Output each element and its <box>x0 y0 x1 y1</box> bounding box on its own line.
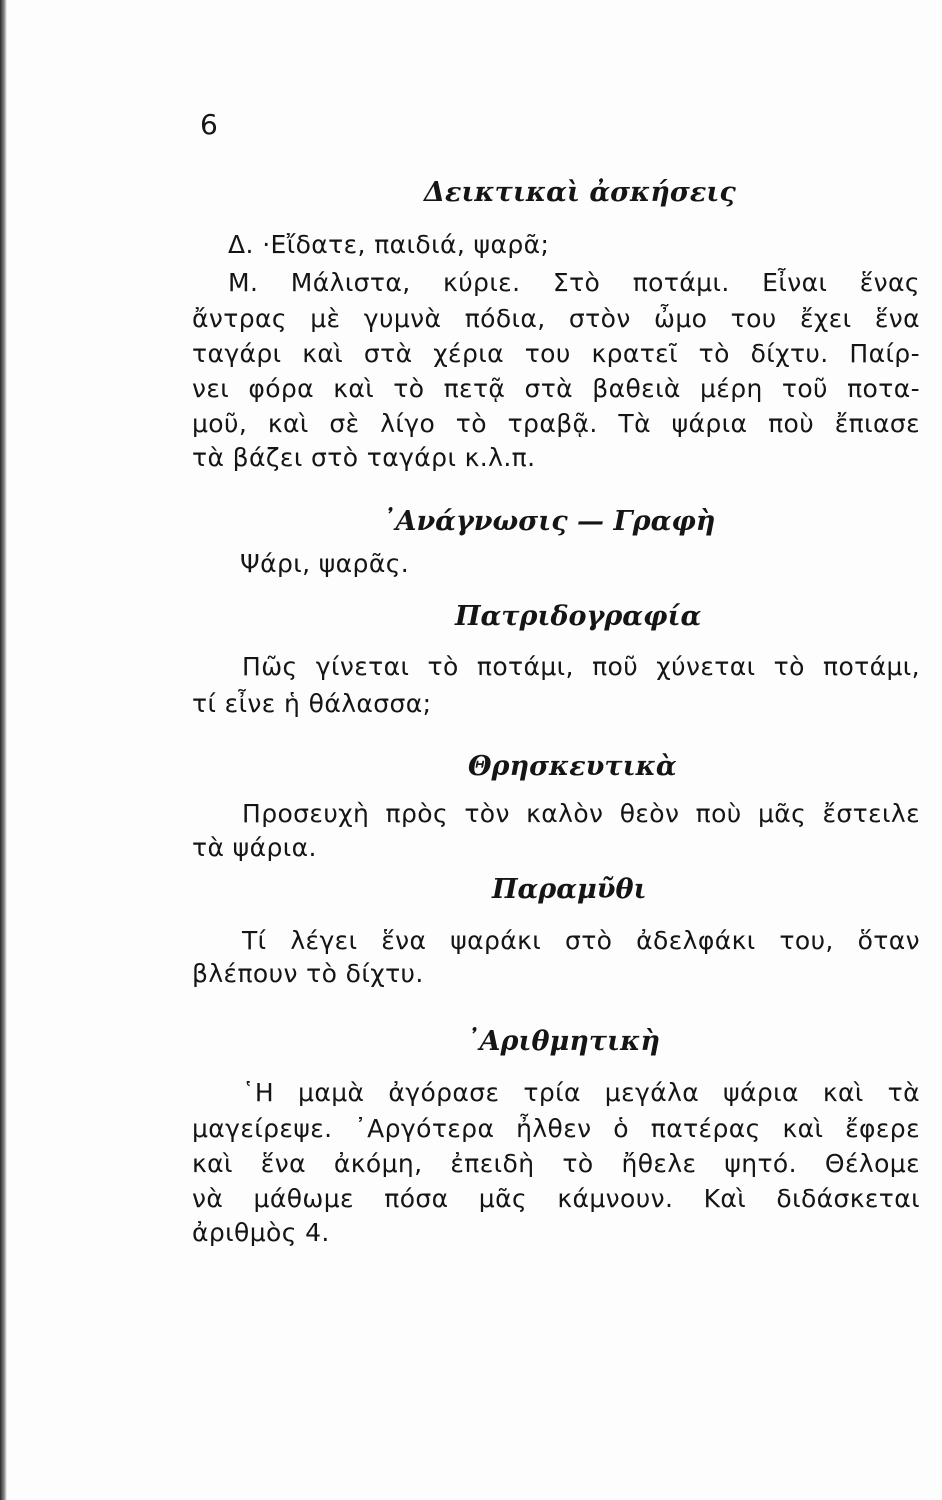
text-line: Τί λέγει ἕνα ψαράκι στὸ ἀδελφάκι του, ὅταν <box>242 926 920 955</box>
text-line: τί εἶνε ἡ θάλασσα; <box>192 689 432 718</box>
text-line: καὶ ἕνα ἀκόμη, ἐπειδὴ τὸ ἤθελε ψητό. Θέλομε <box>192 1149 920 1178</box>
text-line: Ψάρι, ψαρᾶς. <box>240 549 410 578</box>
text-line: Μ. Μάλιστα, κύριε. Στὸ ποτάμι. Εἶναι ἕνας <box>228 268 920 297</box>
text-line: τὰ ψάρια. <box>192 833 317 862</box>
text-line: ἀριθμὸς 4. <box>192 1218 330 1247</box>
text-line: Προσευχὴ πρὸς τὸν καλὸν θεὸν ποὺ μᾶς ἔστειλε <box>242 799 920 828</box>
page-number: 6 <box>200 108 218 141</box>
heading-thriskeftika: Θρησκευτικὰ <box>468 751 677 782</box>
page-edge-shadow <box>0 0 7 1500</box>
heading-paramythi: Παραμῦθι <box>492 874 647 905</box>
heading-deiktikai: Δεικτικαὶ ἀσκήσεις <box>424 177 736 208</box>
text-line: Δ. ·Εἴδατε, παιδιά, ψαρᾶ; <box>228 230 550 259</box>
heading-anagnosis: ᾿Ανάγνωσις — Γραφὴ <box>382 506 716 537</box>
text-line: μαγείρεψε. ᾿Αργότερα ἦλθεν ὁ πατέρας καὶ ἔφερε <box>192 1114 920 1143</box>
text-line: μοῦ, καὶ σὲ λίγο τὸ τραβᾷ. Τὰ ψάρια ποὺ ἔπιασε <box>192 409 920 438</box>
text-line: Πῶς γίνεται τὸ ποτάμι, ποῦ χύνεται τὸ ποτάμι, <box>242 652 920 681</box>
text-line: ῾Η μαμὰ ἀγόρασε τρία μεγάλα ψάρια καὶ τὰ <box>242 1078 920 1107</box>
text-line: νὰ μάθωμε πόσα μᾶς κάμνουν. Καὶ διδάσκεται <box>192 1184 920 1213</box>
text-line: ἄντρας μὲ γυμνὰ πόδια, στὸν ὦμο του ἔχει ἕνα <box>192 304 920 333</box>
text-line: βλέπουν τὸ δίχτυ. <box>192 959 424 988</box>
heading-patridografia: Πατριδογραφία <box>455 601 702 632</box>
text-line: τὰ βάζει στὸ ταγάρι κ.λ.π. <box>192 443 536 472</box>
heading-arithmitiki: ᾿Αριθμητικὴ <box>466 1026 660 1057</box>
text-line: ταγάρι καὶ στὰ χέρια του κρατεῖ τὸ δίχτυ. Παίρ- <box>192 339 920 368</box>
text-line: νει φόρα καὶ τὸ πετᾷ στὰ βαθειὰ μέρη τοῦ ποτα- <box>192 374 920 403</box>
